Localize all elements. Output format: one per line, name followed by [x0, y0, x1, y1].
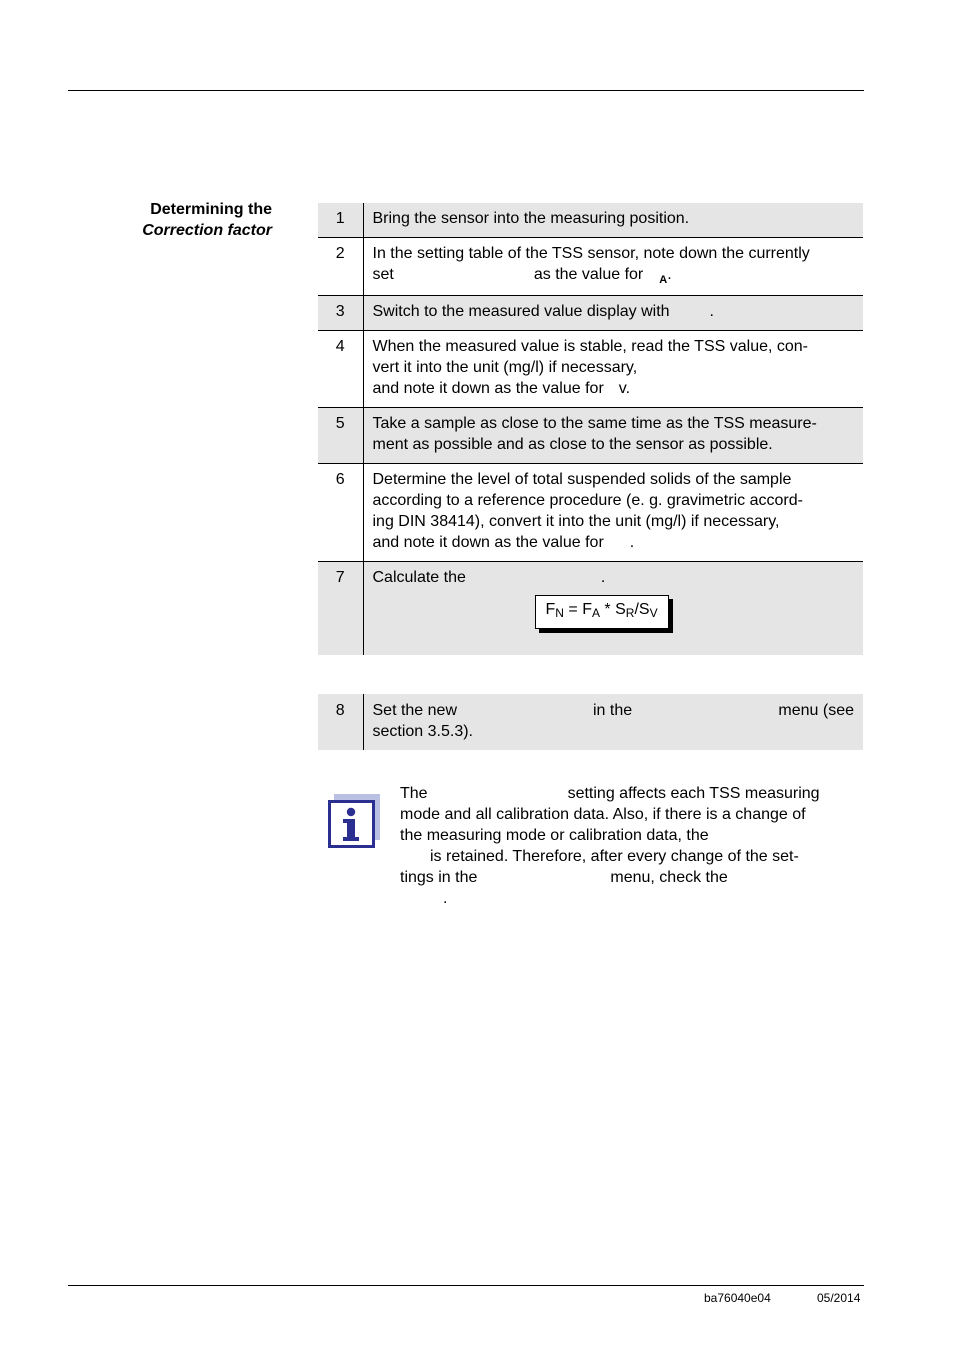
formula-area	[373, 595, 855, 647]
step-text-fragment: and note it down as the value for	[372, 380, 604, 397]
step-text-fragment: .	[600, 569, 606, 586]
step-text-fragment: .	[667, 266, 672, 283]
note-fragment: The	[400, 785, 428, 802]
formula-part: F	[545, 601, 556, 618]
step-text-line: When the measured value is stable, read the TSS value, con-	[372, 338, 808, 355]
document-code: ba76040e04	[704, 1291, 771, 1305]
step-text-line: Bring the sensor into the measuring position.	[372, 210, 690, 227]
step-number: 3	[318, 296, 363, 331]
step-text-line: Determine the level of total suspended solids of the sample	[372, 471, 792, 488]
formula-part: * S	[599, 601, 626, 618]
step-text	[363, 203, 863, 238]
procedure-step	[318, 408, 863, 464]
step-text-line	[373, 567, 855, 588]
step-text-fragment: v.	[618, 380, 631, 397]
note-line	[400, 783, 852, 804]
step-text-line: In the setting table of the TSS sensor, note down the currently	[372, 245, 810, 262]
step-text-fragment: .	[629, 534, 635, 551]
note-fragment: .	[443, 890, 448, 907]
step-text	[363, 331, 863, 408]
step-text-fragment: Switch to the measured value display with	[372, 303, 670, 320]
note-line	[400, 846, 852, 867]
subscript-a: A	[659, 274, 668, 286]
note-fragment: tings in the	[400, 869, 478, 886]
step-text-fragment: menu (see	[778, 702, 854, 719]
step-text	[363, 238, 863, 296]
header-rule	[68, 90, 864, 91]
note-fragment: setting affects each TSS measuring	[567, 785, 820, 802]
step-number: 2	[318, 238, 363, 296]
note-line: the measuring mode or calibration data, the	[400, 827, 709, 844]
step-number: 6	[318, 464, 363, 562]
formula-subscript: N	[555, 606, 564, 620]
formula-part: /S	[634, 601, 650, 618]
info-note	[400, 783, 852, 909]
step-text-line: according to a reference procedure (e. g. gravimetric accord-	[372, 492, 803, 509]
note-line	[400, 867, 852, 888]
note-fragment: menu, check the	[610, 869, 728, 886]
section-heading-line1: Determining the	[150, 201, 272, 218]
step-text-fragment: in the	[593, 702, 633, 719]
procedure-step	[318, 331, 863, 408]
step-text-line: section 3.5.3).	[372, 723, 473, 740]
procedure-step	[318, 238, 863, 296]
step-text-fragment: and note it down as the value for	[372, 534, 604, 551]
step-text-fragment: Set the new	[372, 702, 457, 719]
procedure-table-continued	[318, 694, 863, 750]
note-line	[400, 888, 852, 909]
procedure-step	[318, 296, 863, 331]
step-text-fragment: Calculate the	[372, 569, 466, 586]
correction-formula-box	[535, 595, 669, 629]
formula-subscript: A	[591, 606, 600, 620]
procedure-step	[318, 562, 863, 656]
step-text-line	[373, 264, 855, 287]
step-text-line: Take a sample as close to the same time as the TSS measure-	[372, 415, 817, 432]
note-fragment: is retained. Therefore, after every change of the set-	[430, 848, 799, 865]
procedure-table	[318, 203, 863, 655]
procedure-step	[318, 203, 863, 238]
step-text	[363, 464, 863, 562]
step-text-line	[373, 378, 855, 399]
step-text-line	[373, 532, 855, 553]
info-icon	[328, 794, 380, 848]
step-text	[363, 408, 863, 464]
note-line: mode and all calibration data. Also, if there is a change of	[400, 806, 806, 823]
step-number: 7	[318, 562, 363, 656]
section-heading-line2: Correction factor	[142, 222, 272, 239]
step-text-line: ing DIN 38414), convert it into the unit (mg/l) if necessary,	[372, 513, 780, 530]
step-text	[363, 694, 863, 750]
step-number: 4	[318, 331, 363, 408]
document-date: 05/2014	[817, 1291, 861, 1305]
step-number: 5	[318, 408, 363, 464]
step-text-line	[373, 700, 855, 721]
formula-subscript: V	[649, 606, 658, 620]
section-heading	[142, 199, 272, 241]
formula-part: = F	[563, 601, 592, 618]
procedure-step	[318, 464, 863, 562]
step-text	[363, 296, 863, 331]
step-text-fragment: set	[372, 266, 394, 283]
procedure-step	[318, 694, 863, 750]
step-number: 8	[318, 694, 363, 750]
step-number: 1	[318, 203, 363, 238]
footer-rule	[68, 1285, 864, 1286]
step-text-fragment: as the value for	[533, 266, 644, 283]
step-text	[363, 562, 863, 656]
step-text-line: ment as possible and as close to the sensor as possible.	[372, 436, 773, 453]
step-text-fragment: .	[709, 303, 714, 320]
formula-subscript: R	[625, 606, 635, 620]
step-text-line: vert it into the unit (mg/l) if necessary,	[372, 359, 638, 376]
